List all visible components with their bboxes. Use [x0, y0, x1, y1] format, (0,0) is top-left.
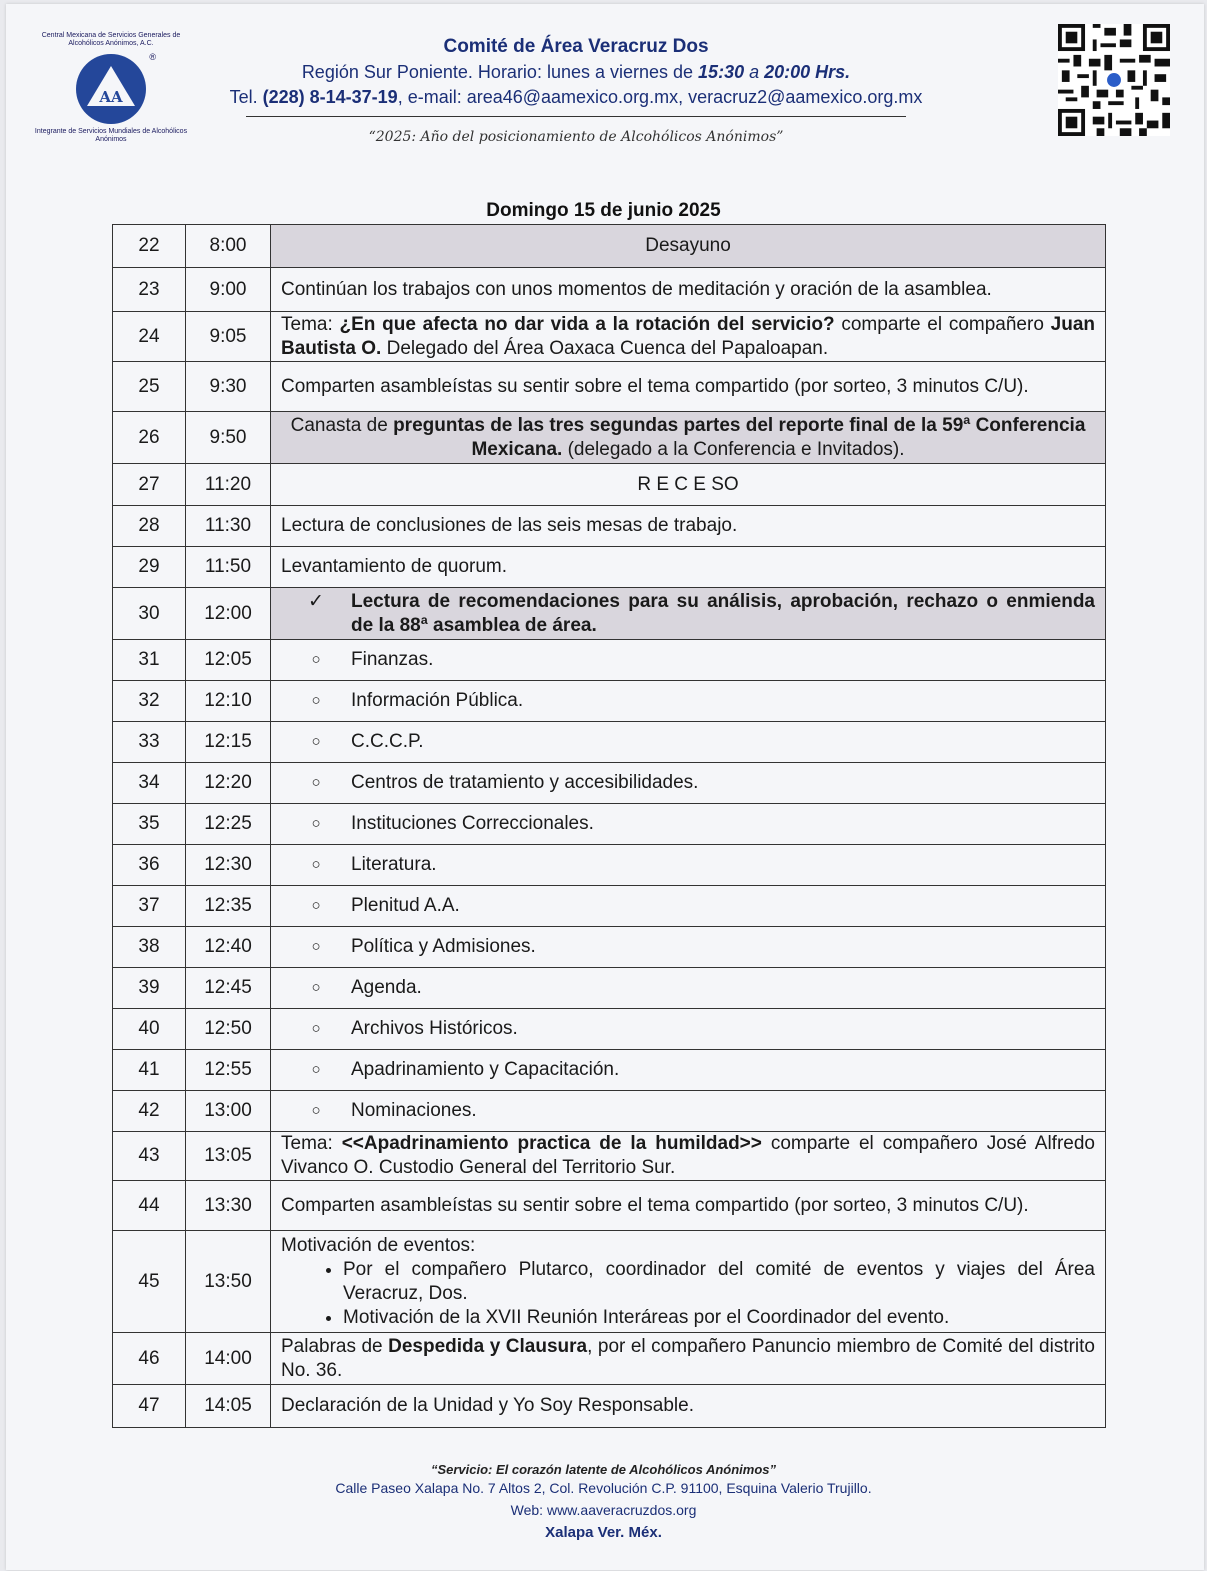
- row-activity: [271, 1132, 1106, 1181]
- row-activity: [271, 640, 1106, 681]
- contact-line: [176, 85, 976, 110]
- row-number: 35: [113, 804, 186, 845]
- row-time: 12:05: [186, 640, 271, 681]
- sub-item-label: Nominaciones.: [351, 1100, 477, 1121]
- row-number: 27: [113, 464, 186, 506]
- agenda-row: [113, 1181, 1106, 1231]
- row-number: 23: [113, 268, 186, 312]
- row-activity: Comparten asambleístas su sentir sobre el tema compartido (por sorteo, 3 minutos C/U).: [271, 1181, 1106, 1231]
- row-number: 41: [113, 1050, 186, 1091]
- agenda-row: [113, 722, 1106, 763]
- sub-item-label: Archivos Históricos.: [351, 1018, 518, 1039]
- agenda-row: [113, 1009, 1106, 1050]
- topic-title: preguntas de las tres segundas partes del reporte final de la 59ª Conferencia Mexicana.: [393, 414, 1086, 460]
- text-part: , por el compañero Panuncio miembro de Comité del distrito No. 36.: [281, 1335, 1095, 1381]
- committee-title: Comité de Área Veracruz Dos: [443, 36, 709, 57]
- row-number: 44: [113, 1181, 186, 1231]
- text-part: comparte el compañero José Alfredo Vivanco O. Custodio General del Territorio Sur.: [281, 1133, 1095, 1178]
- row-number: 32: [113, 681, 186, 722]
- row-number: 38: [113, 927, 186, 968]
- row-time: 14:00: [186, 1333, 271, 1385]
- row-time: 9:50: [186, 412, 271, 464]
- agenda-row: [113, 225, 1106, 268]
- row-activity: [271, 1231, 1106, 1333]
- speaker-name: Juan Bautista O.: [281, 313, 1095, 359]
- row-activity: [271, 1050, 1106, 1091]
- qr-code-icon: [1058, 24, 1170, 136]
- row-number: 47: [113, 1385, 186, 1428]
- footer: [0, 1462, 1207, 1545]
- agenda-row: [113, 763, 1106, 804]
- circle-bullet-icon: ○: [311, 1020, 321, 1037]
- row-activity: [271, 763, 1106, 804]
- row-time: 11:30: [186, 506, 271, 547]
- row-number: 42: [113, 1091, 186, 1132]
- sub-item-label: Información Pública.: [351, 690, 524, 711]
- row-time: 12:20: [186, 763, 271, 804]
- row-activity: Comparten asambleístas su sentir sobre el tema compartido (por sorteo, 3 minutos C/U).: [271, 362, 1106, 412]
- row-activity: [271, 412, 1106, 464]
- footer-motto: “Servicio: El corazón latente de Alcohólicos Anónimos”: [430, 1462, 777, 1477]
- circle-bullet-icon: ○: [311, 815, 321, 832]
- row-activity: [271, 886, 1106, 927]
- text-part: Canasta de: [290, 414, 394, 436]
- sub-item-label: Plenitud A.A.: [351, 895, 460, 916]
- text-part: comparte el compañero: [834, 313, 1051, 335]
- row-number: 36: [113, 845, 186, 886]
- row-activity: [271, 927, 1106, 968]
- sub-item-label: Apadrinamiento y Capacitación.: [351, 1059, 620, 1080]
- tel-prefix: Tel.: [229, 87, 263, 107]
- row-number: 39: [113, 968, 186, 1009]
- row-activity: [271, 804, 1106, 845]
- agenda-row: [113, 886, 1106, 927]
- row-activity: [271, 968, 1106, 1009]
- agenda-row: [113, 312, 1106, 362]
- agenda-row: [113, 1050, 1106, 1091]
- circle-bullet-icon: ○: [311, 692, 321, 709]
- circle-bullet-icon: ○: [311, 733, 321, 750]
- row-time: 14:05: [186, 1385, 271, 1428]
- sub-item-label: Centros de tratamiento y accesibilidades.: [351, 772, 699, 793]
- row-time: 12:55: [186, 1050, 271, 1091]
- text-part: (delegado a la Conferencia e Invitados).: [562, 438, 905, 460]
- aa-logo-block: [26, 32, 196, 144]
- circle-bullet-icon: ○: [311, 938, 321, 955]
- phone-number: (228) 8-14-37-19: [262, 87, 398, 107]
- schedule-time-to: 20:00 Hrs.: [764, 62, 851, 82]
- sub-item-label: Agenda.: [351, 977, 422, 998]
- sub-item-label: Instituciones Correccionales.: [351, 813, 594, 834]
- checkmark-icon: ✓: [308, 590, 324, 612]
- list-item: • Motivación de la XVII Reunión Interáreas por el Coordinador del evento.: [343, 1306, 1095, 1330]
- row-activity: [271, 845, 1106, 886]
- row-number: 46: [113, 1333, 186, 1385]
- section-title: Lectura de recomendaciones para su análisis, aprobación, rechazo o enmienda de la 88ª asamblea de área.: [351, 590, 1095, 636]
- agenda-table: [112, 224, 1106, 1428]
- agenda-row: [113, 804, 1106, 845]
- document-page: [6, 4, 1204, 1570]
- agenda-row: [113, 681, 1106, 722]
- agenda-row: [113, 1333, 1106, 1385]
- row-time: 12:00: [186, 588, 271, 640]
- agenda-row: [113, 547, 1106, 588]
- row-activity: Continúan los trabajos con unos momentos de meditación y oración de la asamblea.: [271, 268, 1106, 312]
- row-time: 11:50: [186, 547, 271, 588]
- sub-item-label: Literatura.: [351, 854, 437, 875]
- topic-title: <<Apadrinamiento practica de la humildad>>: [341, 1133, 762, 1154]
- row-activity: Lectura de conclusiones de las seis mesas de trabajo.: [271, 506, 1106, 547]
- circle-bullet-icon: ○: [311, 856, 321, 873]
- row-number: 28: [113, 506, 186, 547]
- sub-item-label: Política y Admisiones.: [351, 936, 536, 957]
- sub-item-label: C.C.C.P.: [351, 731, 424, 752]
- row-number: 25: [113, 362, 186, 412]
- agenda-row: [113, 845, 1106, 886]
- topic-title: ¿En que afecta no dar vida a la rotación del servicio?: [339, 313, 835, 335]
- circle-bullet-icon: ○: [311, 1061, 321, 1078]
- row-time: 12:25: [186, 804, 271, 845]
- agenda-row: [113, 1091, 1106, 1132]
- row-activity: [271, 681, 1106, 722]
- topic-title: Despedida y Clausura: [388, 1335, 588, 1357]
- schedule-time-from: 15:30: [698, 62, 745, 82]
- row-activity: [271, 722, 1106, 763]
- row-number: 37: [113, 886, 186, 927]
- schedule-mid: a: [744, 62, 765, 82]
- row-time: 12:35: [186, 886, 271, 927]
- row-activity: R E C E SO: [271, 464, 1106, 506]
- event-date: Domingo 15 de junio 2025: [486, 200, 721, 221]
- agenda-row: [113, 640, 1106, 681]
- logo-org-top: Central Mexicana de Servicios Generales de Alcohólicos Anónimos, A.C.: [41, 32, 181, 47]
- footer-address: Calle Paseo Xalapa No. 7 Altos 2, Col. Revolución C.P. 91100, Esquina Valerio Trujillo.: [335, 1480, 872, 1496]
- row-time: 11:20: [186, 464, 271, 506]
- schedule-prefix: Región Sur Poniente. Horario: lunes a viernes de: [301, 62, 699, 82]
- logo-symbol: AA: [99, 88, 123, 106]
- row-activity: Levantamiento de quorum.: [271, 547, 1106, 588]
- row-time: 13:50: [186, 1231, 271, 1333]
- row-time: 8:00: [186, 225, 271, 268]
- agenda-row: [113, 464, 1106, 506]
- agenda-row: [113, 1231, 1106, 1333]
- text-part: Tema:: [281, 1133, 342, 1154]
- circle-bullet-icon: ○: [311, 897, 321, 914]
- agenda-row: [113, 362, 1106, 412]
- email-addresses: , e-mail: area46@aamexico.org.mx, veracruz2@aamexico.org.mx: [397, 87, 923, 107]
- row-number: 24: [113, 312, 186, 362]
- footer-city: Xalapa Ver. Méx.: [545, 1524, 662, 1541]
- logo-registered-mark: ®: [149, 52, 156, 62]
- row-number: 45: [113, 1231, 186, 1333]
- aa-logo-icon: [76, 52, 156, 124]
- text-part: Palabras de: [281, 1335, 389, 1357]
- circle-bullet-icon: ○: [311, 1102, 321, 1119]
- row-time: 12:15: [186, 722, 271, 763]
- agenda-row: [113, 1132, 1106, 1181]
- agenda-row: [113, 268, 1106, 312]
- letterhead: [176, 34, 976, 145]
- row-time: 12:10: [186, 681, 271, 722]
- circle-bullet-icon: ○: [311, 774, 321, 791]
- row-number: 31: [113, 640, 186, 681]
- circle-bullet-icon: ○: [311, 651, 321, 668]
- logo-org-bottom: Integrante de Servicios Mundiales de Alcohólicos Anónimos: [34, 128, 188, 143]
- row-number: 34: [113, 763, 186, 804]
- row-time: 9:00: [186, 268, 271, 312]
- row-time: 12:40: [186, 927, 271, 968]
- agenda-row: [113, 968, 1106, 1009]
- row-time: 13:05: [186, 1132, 271, 1181]
- row-activity: [271, 312, 1106, 362]
- year-motto: “2025: Año del posicionamiento de Alcohólicos Anónimos”: [368, 129, 784, 145]
- row-time: 12:50: [186, 1009, 271, 1050]
- agenda-row: [113, 927, 1106, 968]
- row-time: 9:30: [186, 362, 271, 412]
- circle-bullet-icon: ○: [311, 979, 321, 996]
- motivation-heading: Motivación de eventos:: [281, 1234, 476, 1256]
- row-time: 12:30: [186, 845, 271, 886]
- row-number: 22: [113, 225, 186, 268]
- row-number: 33: [113, 722, 186, 763]
- row-time: 13:00: [186, 1091, 271, 1132]
- motivation-list: [281, 1258, 1095, 1330]
- schedule-line: [176, 60, 976, 85]
- row-number: 40: [113, 1009, 186, 1050]
- row-activity: Desayuno: [271, 225, 1106, 268]
- agenda-row: [113, 412, 1106, 464]
- row-activity: [271, 1091, 1106, 1132]
- row-time: 12:45: [186, 968, 271, 1009]
- row-activity: [271, 1009, 1106, 1050]
- agenda-row: [113, 588, 1106, 640]
- row-activity: Declaración de la Unidad y Yo Soy Responsable.: [271, 1385, 1106, 1428]
- row-number: 30: [113, 588, 186, 640]
- row-number: 29: [113, 547, 186, 588]
- agenda-row: [113, 1385, 1106, 1428]
- row-activity: [271, 1333, 1106, 1385]
- text-part: Delegado del Área Oaxaca Cuenca del Papaloapan.: [381, 337, 829, 359]
- row-activity: [271, 588, 1106, 640]
- row-time: 13:30: [186, 1181, 271, 1231]
- agenda-row: [113, 506, 1106, 547]
- footer-web: Web: www.aaveracruzdos.org: [510, 1502, 697, 1518]
- sub-item-label: Finanzas.: [351, 649, 434, 670]
- row-time: 9:05: [186, 312, 271, 362]
- row-number: 26: [113, 412, 186, 464]
- row-number: 43: [113, 1132, 186, 1181]
- header-divider: [246, 116, 906, 117]
- text-part: Tema:: [281, 313, 340, 335]
- list-item: • Por el compañero Plutarco, coordinador del comité de eventos y viajes del Área Veracruz, Dos.: [343, 1258, 1095, 1306]
